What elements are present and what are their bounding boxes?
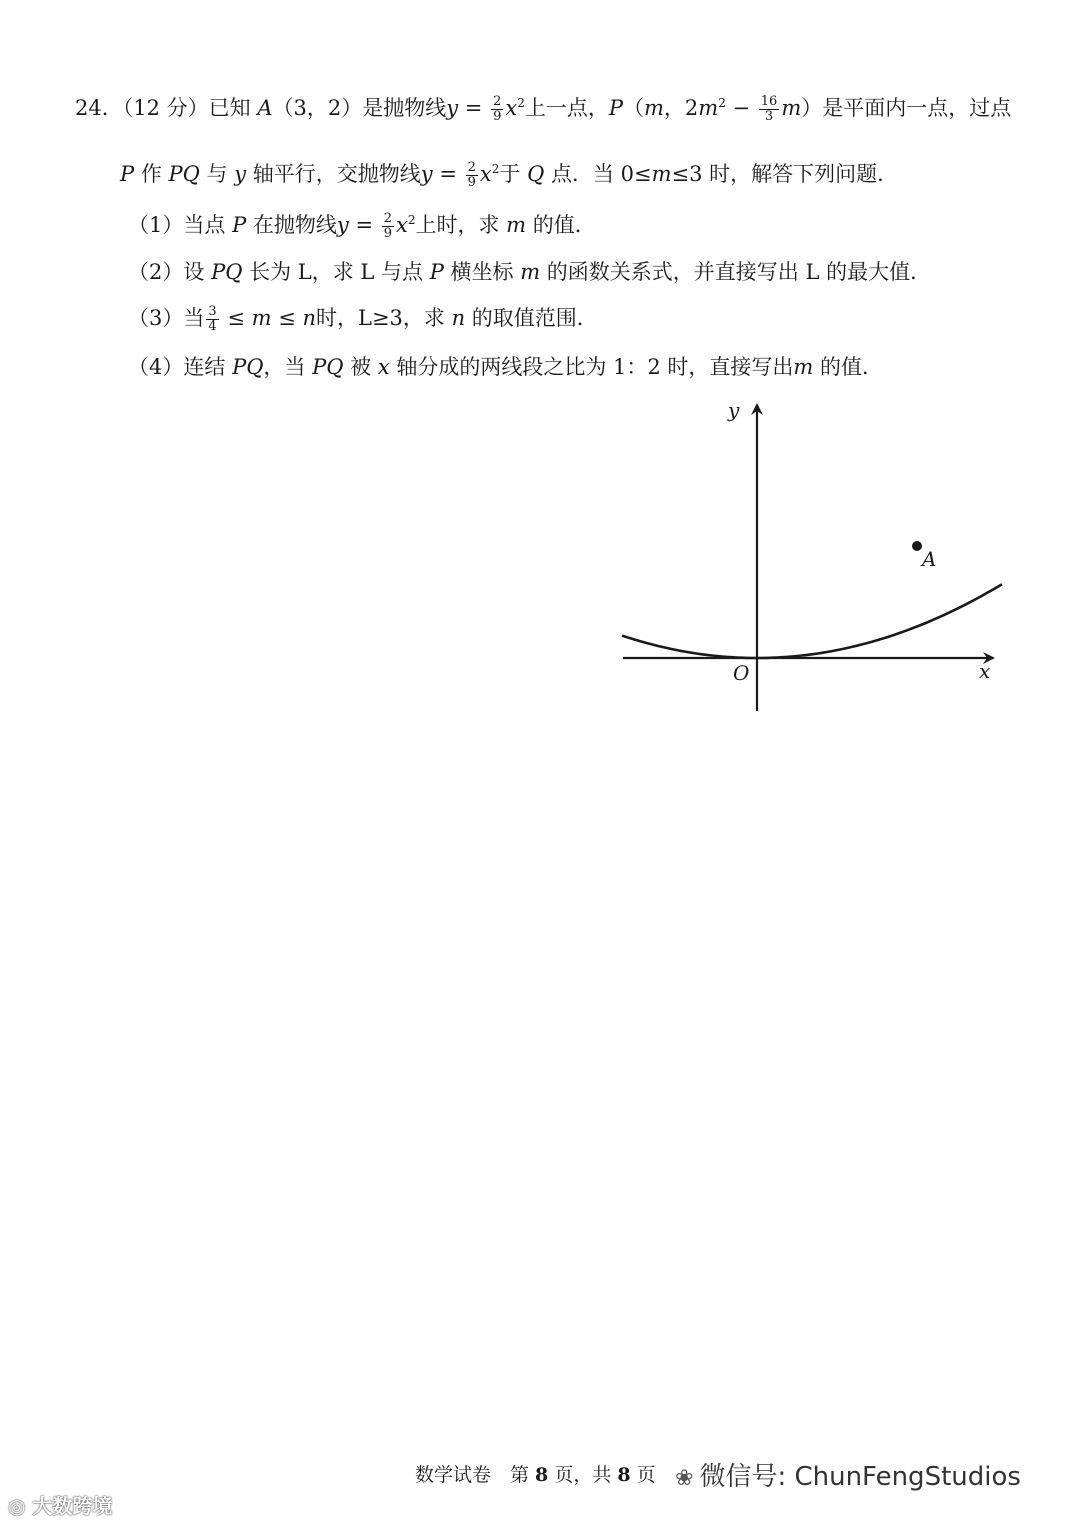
point-a-dot xyxy=(912,541,922,551)
chat-bubble-icon: ❀ xyxy=(675,1466,694,1491)
question-points: （12 分） xyxy=(122,96,209,120)
fraction-3-4: $\frac{3}{4}$ xyxy=(208,304,217,334)
sub-question-1: （1）当点 P 在抛物线y = $\frac{2}{9}$ $x^2$上时，求 m 的值． xyxy=(128,211,596,241)
sub-question-2: （2）设 PQ 长为 L，求 L 与点 P 横坐标 m 的函数关系式，并直接写出 L 的最大值． xyxy=(128,260,932,284)
question-line-1: 24．（12 分）已知 A（3，2）是抛物线y = $\frac{2}{9}$ $x^2$上一点，P（m，$2m^2$ − $\frac{16}{3}$ m）是平面内一点，过点 xyxy=(75,94,1012,124)
sub-question-4: （4）连结 PQ，当 PQ 被 x 轴分成的两线段之比为 1：2 时，直接写出m 的值． xyxy=(128,355,884,379)
question-number: 24 xyxy=(75,96,102,120)
fraction-2-9: $\frac{2}{9}$ xyxy=(493,94,502,124)
parabola-graph xyxy=(615,395,1010,715)
sub-question-3: （3）当 $\frac{3}{4}$ ≤ m ≤ n时，L≥3，求 n 的取值范围． xyxy=(128,304,598,334)
y-axis-label: y xyxy=(728,398,740,422)
x-axis-label: x xyxy=(979,659,991,683)
origin-label: O xyxy=(733,661,750,685)
brand-watermark: ◎ 大数跨境 xyxy=(8,1494,113,1518)
fraction-16-3: $\frac{16}{3}$ xyxy=(760,94,778,124)
wechat-watermark: ❀ 微信号: ChunFengStudios xyxy=(675,1462,1021,1492)
page-footer: 数学试卷 第 8 页，共 8 页 xyxy=(415,1464,656,1486)
parabola-curve xyxy=(622,584,1002,658)
brand-logo-icon: ◎ xyxy=(8,1494,26,1518)
point-a-label: A xyxy=(922,547,937,571)
question-line-2: P 作 PQ 与 y 轴平行，交抛物线y = $\frac{2}{9}$ $x^2$于 Q 点．当 0≤m≤3 时，解答下列问题． xyxy=(120,160,899,190)
